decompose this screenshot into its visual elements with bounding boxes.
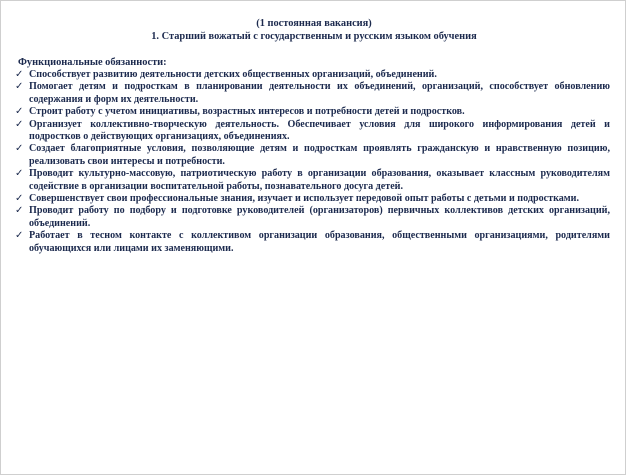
duties-section-title: Функциональные обязанности: <box>18 57 167 68</box>
check-icon: ✓ <box>15 205 24 217</box>
duty-text: Совершенствует свои профессиональные знания, изучает и использует передовой опыт работы с детьми и подростками. <box>29 193 579 205</box>
duty-text: Проводит работу по подбору и подготовке руководителей (организаторов) первичных коллективов детских организаций, объединений. <box>29 205 610 229</box>
check-icon: ✓ <box>15 230 24 242</box>
vacancy-count-heading: (1 постоянная вакансия) <box>256 18 372 29</box>
duty-item <box>15 69 610 81</box>
duty-item <box>15 168 610 193</box>
duty-item <box>15 106 610 118</box>
check-icon: ✓ <box>15 118 24 130</box>
duty-item <box>15 205 610 230</box>
check-icon: ✓ <box>15 69 24 80</box>
duty-text: Помогает детям и подросткам в планировании деятельности их объединений, организаций, способствует обновлению содержания и форм их деятельности. <box>29 81 610 105</box>
duty-text: Способствует развитию деятельности детских общественных организаций, объединений. <box>29 69 437 80</box>
duty-item <box>15 119 610 144</box>
duty-text: Создает благоприятные условия, позволяющие детям и подросткам проявлять гражданскую и нравственную позицию, реализовать свои интересы и потребности. <box>29 143 610 167</box>
position-title-heading: 1. Старший вожатый с государственным и русским языком обучения <box>151 31 477 42</box>
check-icon: ✓ <box>15 168 24 180</box>
duty-item <box>15 193 610 205</box>
check-icon: ✓ <box>15 81 24 93</box>
check-icon: ✓ <box>15 106 24 118</box>
duty-text: Строит работу с учетом инициативы, возрастных интересов и потребности детей и подростков. <box>29 106 465 118</box>
duty-text: Организует коллективно-творческую деятельность. Обеспечивает условия для широкого информирования детей и подростков о действующих организациях, объединениях. <box>29 118 610 143</box>
duty-text: Проводит культурно-массовую, патриотическую работу в организации образования, оказывает классным руководителям содействие в организации воспитательной работы, познавательного досуга детей. <box>29 168 610 192</box>
check-icon: ✓ <box>15 143 24 155</box>
duty-item <box>15 81 610 106</box>
duty-item <box>15 143 610 168</box>
duty-item <box>15 230 610 255</box>
duties-list <box>15 69 610 255</box>
duty-text: Работает в тесном контакте с коллективом организации образования, общественными организациями, родителями обучающихся или лицами их заменяющими. <box>29 230 610 254</box>
check-icon: ✓ <box>15 193 24 205</box>
